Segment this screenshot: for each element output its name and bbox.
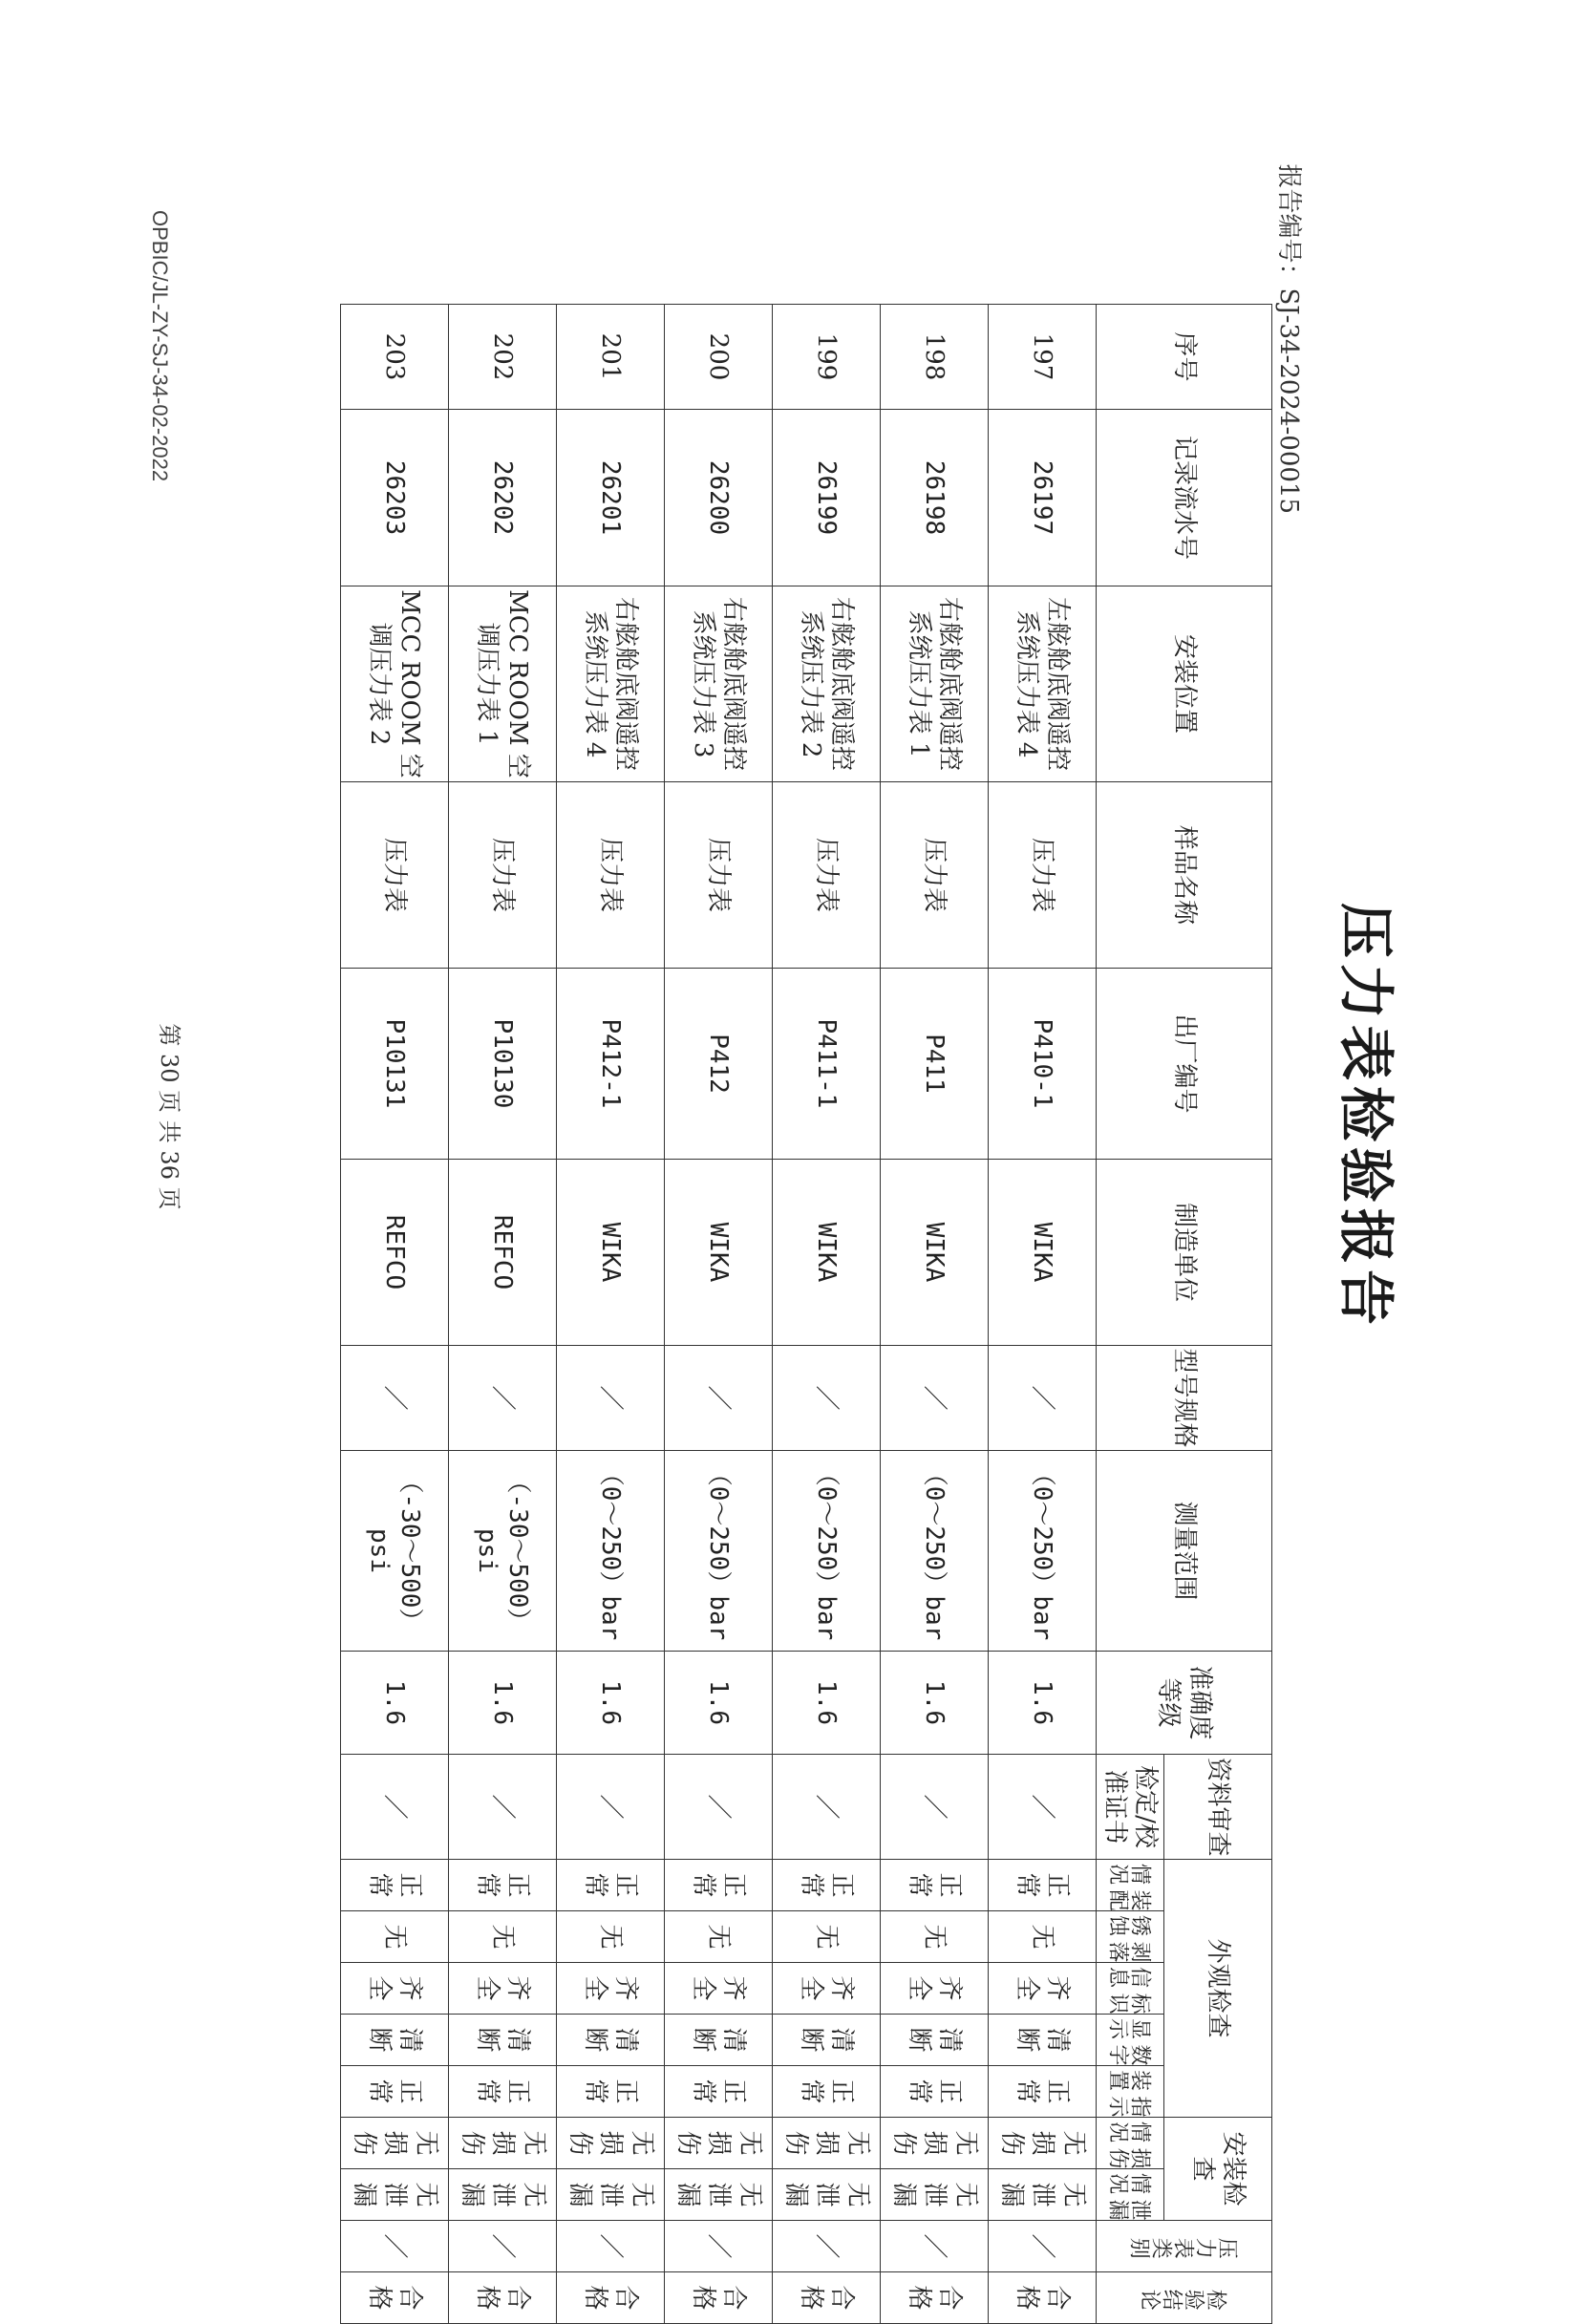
digits-cell: 清断: [557, 2015, 665, 2066]
inspection-table: [340, 304, 1272, 2324]
marking-cell: 齐全: [449, 1963, 557, 2015]
location-cell: 右舷舱底阀遥控系统压力表 3: [665, 586, 773, 782]
digits-cell: 清断: [665, 2015, 773, 2066]
serial-no-cell: P10130: [449, 969, 557, 1160]
record-no-cell: 26202: [449, 410, 557, 586]
col-damage: 损伤情况: [1097, 2118, 1164, 2169]
marking-cell: 齐全: [989, 1963, 1097, 2015]
assembly-cell: 正常: [881, 1860, 989, 1911]
model-cell: ／: [449, 1346, 557, 1451]
table-row: [557, 305, 665, 2324]
assembly-cell: 正常: [341, 1860, 449, 1911]
col-indicator: 指示装置: [1097, 2066, 1164, 2118]
digits-cell: 清断: [881, 2015, 989, 2066]
conclusion-cell: 合格: [557, 2272, 665, 2324]
marking-cell: 齐全: [341, 1963, 449, 2015]
corrosion-cell: 无: [665, 1911, 773, 1963]
indicator-cell: 正常: [557, 2066, 665, 2118]
certificate-cell: ／: [341, 1755, 449, 1860]
serial-no-cell: P411: [881, 969, 989, 1160]
record-no-cell: 26201: [557, 410, 665, 586]
form-code: OPBIC/JL-ZY-SJ-34-02-2022: [148, 210, 172, 482]
leakage-cell: 无泄漏: [989, 2169, 1097, 2221]
conclusion-cell: 合格: [449, 2272, 557, 2324]
leakage-cell: 无泄漏: [881, 2169, 989, 2221]
range-cell: （0～250）bar: [665, 1451, 773, 1652]
conclusion-cell: 合格: [881, 2272, 989, 2324]
sample-name-cell: 压力表: [773, 782, 881, 969]
indicator-cell: 正常: [449, 2066, 557, 2118]
page-number: 第 30 页 共 36 页: [156, 1023, 182, 1210]
marking-cell: 齐全: [557, 1963, 665, 2015]
gauge-type-cell: ／: [881, 2221, 989, 2272]
model-cell: ／: [557, 1346, 665, 1451]
leakage-cell: 无泄漏: [557, 2169, 665, 2221]
seq-cell: 197: [989, 305, 1097, 410]
corrosion-cell: 无: [449, 1911, 557, 1963]
record-no-cell: 26203: [341, 410, 449, 586]
certificate-cell: ／: [989, 1755, 1097, 1860]
leakage-cell: 无泄漏: [341, 2169, 449, 2221]
manufacturer-cell: WIKA: [989, 1160, 1097, 1346]
corrosion-cell: 无: [881, 1911, 989, 1963]
col-serial-no: 出厂编号: [1097, 969, 1272, 1160]
certificate-cell: ／: [665, 1755, 773, 1860]
leakage-cell: 无泄漏: [665, 2169, 773, 2221]
sample-name-cell: 压力表: [989, 782, 1097, 969]
sample-name-cell: 压力表: [665, 782, 773, 969]
marking-cell: 齐全: [773, 1963, 881, 2015]
table-body: [341, 305, 1097, 2324]
damage-cell: 无损伤: [341, 2118, 449, 2169]
damage-cell: 无损伤: [557, 2118, 665, 2169]
sample-name-cell: 压力表: [341, 782, 449, 969]
damage-cell: 无损伤: [665, 2118, 773, 2169]
leakage-cell: 无泄漏: [773, 2169, 881, 2221]
sample-name-cell: 压力表: [881, 782, 989, 969]
col-location: 安装位置: [1097, 586, 1272, 782]
model-cell: ／: [665, 1346, 773, 1451]
corrosion-cell: 无: [773, 1911, 881, 1963]
indicator-cell: 正常: [773, 2066, 881, 2118]
accuracy-cell: 1.6: [449, 1652, 557, 1755]
table-row: [773, 305, 881, 2324]
sample-name-cell: 压力表: [557, 782, 665, 969]
damage-cell: 无损伤: [989, 2118, 1097, 2169]
serial-no-cell: P410-1: [989, 969, 1097, 1160]
col-range: 测量范围: [1097, 1451, 1272, 1652]
col-digits: 数字显示: [1097, 2015, 1164, 2066]
table-row: [341, 305, 449, 2324]
record-no-cell: 26199: [773, 410, 881, 586]
location-cell: 右舷舱底阀遥控系统压力表 4: [557, 586, 665, 782]
gauge-type-cell: ／: [341, 2221, 449, 2272]
gauge-type-cell: ／: [557, 2221, 665, 2272]
range-cell: （-30～500）psi: [449, 1451, 557, 1652]
col-conclusion: 检验结论: [1097, 2272, 1272, 2324]
seq-cell: 203: [341, 305, 449, 410]
certificate-cell: ／: [773, 1755, 881, 1860]
assembly-cell: 正常: [989, 1860, 1097, 1911]
model-cell: ／: [341, 1346, 449, 1451]
digits-cell: 清断: [449, 2015, 557, 2066]
sample-name-cell: 压力表: [449, 782, 557, 969]
col-sample-name: 样品名称: [1097, 782, 1272, 969]
certificate-cell: ／: [449, 1755, 557, 1860]
location-cell: 右舷舱底阀遥控系统压力表 2: [773, 586, 881, 782]
col-accuracy: 准确度等级: [1097, 1652, 1272, 1755]
digits-cell: 清断: [341, 2015, 449, 2066]
seq-cell: 199: [773, 305, 881, 410]
range-cell: （0～250）bar: [773, 1451, 881, 1652]
col-corrosion: 剥落锈蚀: [1097, 1911, 1164, 1963]
serial-no-cell: P411-1: [773, 969, 881, 1160]
range-cell: （0～250）bar: [557, 1451, 665, 1652]
indicator-cell: 正常: [665, 2066, 773, 2118]
assembly-cell: 正常: [449, 1860, 557, 1911]
table-row: [449, 305, 557, 2324]
col-marking: 标识信息: [1097, 1963, 1164, 2015]
conclusion-cell: 合格: [773, 2272, 881, 2324]
location-cell: MCC ROOM 空调压力表 2: [341, 586, 449, 782]
col-leakage: 泄漏情况: [1097, 2169, 1164, 2221]
serial-no-cell: P412: [665, 969, 773, 1160]
page-title: 压力表检验报告: [1333, 902, 1398, 1331]
accuracy-cell: 1.6: [881, 1652, 989, 1755]
gauge-type-cell: ／: [989, 2221, 1097, 2272]
report-number: 报告编号：SJ-34-2024-00015: [1274, 163, 1303, 514]
assembly-cell: 正常: [557, 1860, 665, 1911]
manufacturer-cell: WIKA: [881, 1160, 989, 1346]
corrosion-cell: 无: [341, 1911, 449, 1963]
col-manufacturer: 制造单位: [1097, 1160, 1272, 1346]
record-no-cell: 26200: [665, 410, 773, 586]
accuracy-cell: 1.6: [773, 1652, 881, 1755]
location-cell: 左舷舱底阀遥控系统压力表 4: [989, 586, 1097, 782]
table-row: [665, 305, 773, 2324]
accuracy-cell: 1.6: [557, 1652, 665, 1755]
accuracy-cell: 1.6: [989, 1652, 1097, 1755]
col-certificate: 检定/校准证书: [1097, 1755, 1164, 1860]
model-cell: ／: [881, 1346, 989, 1451]
record-no-cell: 26198: [881, 410, 989, 586]
leakage-cell: 无泄漏: [449, 2169, 557, 2221]
col-assembly: 装配情况: [1097, 1860, 1164, 1911]
marking-cell: 齐全: [665, 1963, 773, 2015]
assembly-cell: 正常: [665, 1860, 773, 1911]
marking-cell: 齐全: [881, 1963, 989, 2015]
seq-cell: 198: [881, 305, 989, 410]
damage-cell: 无损伤: [881, 2118, 989, 2169]
certificate-cell: ／: [881, 1755, 989, 1860]
accuracy-cell: 1.6: [341, 1652, 449, 1755]
range-cell: （0～250）bar: [989, 1451, 1097, 1652]
manufacturer-cell: WIKA: [557, 1160, 665, 1346]
col-install-check: 安装检查: [1164, 2118, 1272, 2221]
accuracy-cell: 1.6: [665, 1652, 773, 1755]
serial-no-cell: P412-1: [557, 969, 665, 1160]
col-seq: 序号: [1097, 305, 1272, 410]
conclusion-cell: 合格: [341, 2272, 449, 2324]
col-record-no: 记录流水号: [1097, 410, 1272, 586]
manufacturer-cell: REFCO: [449, 1160, 557, 1346]
damage-cell: 无损伤: [773, 2118, 881, 2169]
col-appearance: 外观检查: [1164, 1860, 1272, 2118]
header-row: [1164, 305, 1272, 2324]
certificate-cell: ／: [557, 1755, 665, 1860]
assembly-cell: 正常: [773, 1860, 881, 1911]
col-doc-review: 资料审查: [1164, 1755, 1272, 1860]
damage-cell: 无损伤: [449, 2118, 557, 2169]
gauge-type-cell: ／: [449, 2221, 557, 2272]
location-cell: 右舷舱底阀遥控系统压力表 1: [881, 586, 989, 782]
corrosion-cell: 无: [989, 1911, 1097, 1963]
seq-cell: 201: [557, 305, 665, 410]
manufacturer-cell: WIKA: [665, 1160, 773, 1346]
model-cell: ／: [989, 1346, 1097, 1451]
conclusion-cell: 合格: [989, 2272, 1097, 2324]
manufacturer-cell: WIKA: [773, 1160, 881, 1346]
model-cell: ／: [773, 1346, 881, 1451]
range-cell: （0～250）bar: [881, 1451, 989, 1652]
indicator-cell: 正常: [989, 2066, 1097, 2118]
range-cell: （-30～500）psi: [341, 1451, 449, 1652]
seq-cell: 200: [665, 305, 773, 410]
gauge-type-cell: ／: [665, 2221, 773, 2272]
indicator-cell: 正常: [881, 2066, 989, 2118]
digits-cell: 清断: [989, 2015, 1097, 2066]
indicator-cell: 正常: [341, 2066, 449, 2118]
serial-no-cell: P10131: [341, 969, 449, 1160]
table-row: [881, 305, 989, 2324]
digits-cell: 清断: [773, 2015, 881, 2066]
gauge-type-cell: ／: [773, 2221, 881, 2272]
location-cell: MCC ROOM 空调压力表 1: [449, 586, 557, 782]
conclusion-cell: 合格: [665, 2272, 773, 2324]
seq-cell: 202: [449, 305, 557, 410]
table-row: [989, 305, 1097, 2324]
corrosion-cell: 无: [557, 1911, 665, 1963]
col-model: 型号规格: [1097, 1346, 1272, 1451]
col-gauge-type: 压力表类别: [1097, 2221, 1272, 2272]
record-no-cell: 26197: [989, 410, 1097, 586]
manufacturer-cell: REFCO: [341, 1160, 449, 1346]
